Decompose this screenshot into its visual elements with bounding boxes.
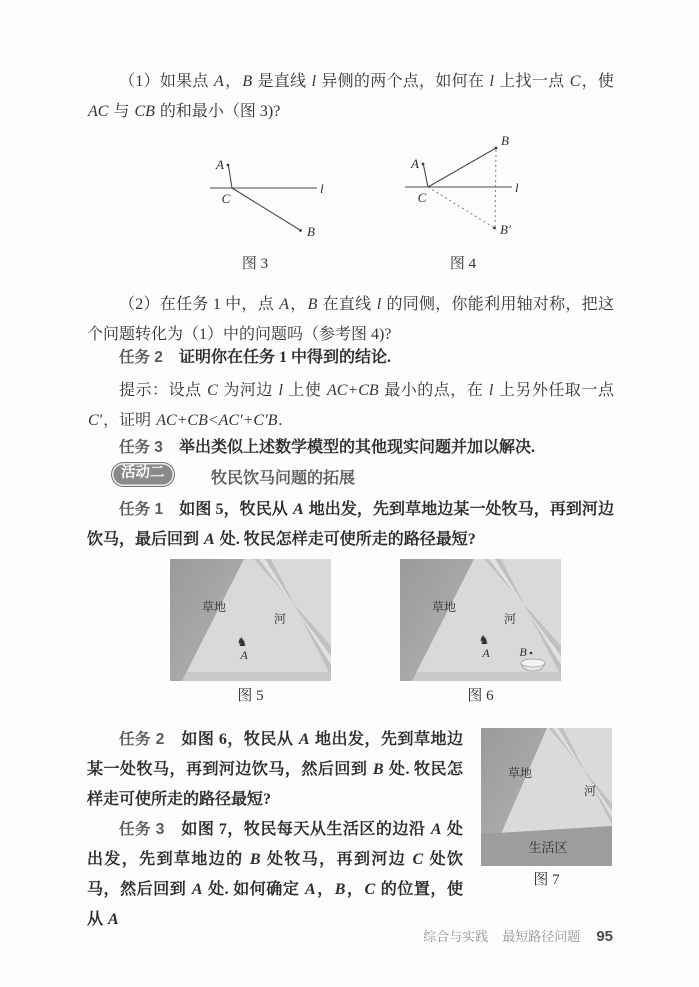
paragraph-act-task1: 任务 1 如图 5，牧民从 A 地出发，先到草地边某一处牧马，再到河边饮马，最后回到 A 处. 牧民怎样走可使所走的路径最短? — [87, 501, 614, 548]
point-c-label: C — [221, 191, 231, 206]
point-a-label: A — [411, 156, 419, 171]
segment-cb — [232, 188, 300, 230]
activity2-badge: 活动二 — [112, 463, 174, 486]
line-l-label: l — [320, 181, 324, 196]
figure-3-caption: 图 3 — [241, 256, 269, 272]
river-label: 河 — [584, 784, 597, 798]
point-b-prime-label: B′ — [500, 222, 511, 237]
grass-label: 草地 — [432, 600, 457, 614]
segment-ac — [424, 165, 429, 187]
grass-label: 草地 — [202, 600, 227, 614]
paragraph-task3: 任务 3 举出类似上述数学模型的其他现实问题并加以解决. — [119, 439, 535, 456]
river-label: 河 — [274, 612, 287, 626]
paragraph-q2: （2）在任务 1 中，点 A，B 在直线 l 的同侧，你能利用轴对称，把这个问题转化为（1）中的问题吗（参考图 4)? — [87, 296, 614, 343]
point-b-label: B — [519, 645, 527, 659]
river-label: 河 — [504, 612, 517, 626]
footer-section: 综合与实践 — [423, 929, 489, 944]
figure-4-caption: 图 4 — [449, 256, 477, 272]
page-footer — [0, 926, 613, 945]
horse-icon: ♞ — [236, 635, 248, 649]
horse-icon: ♞ — [478, 633, 490, 647]
paragraph-task2: 任务 2 证明你在任务 1 中得到的结论. — [119, 349, 391, 366]
figure-3 — [180, 145, 330, 258]
figure-4 — [398, 132, 528, 255]
figure-6-caption: 图 6 — [467, 688, 494, 704]
point-b-dot — [299, 229, 302, 232]
living-area-label: 生活区 — [528, 840, 568, 855]
line-l-label: l — [515, 180, 519, 195]
figure-7 — [481, 728, 612, 871]
footer-title: 最短路径问题 — [502, 929, 581, 944]
figure-4-drawing — [398, 132, 528, 250]
paragraph-act-task2: 任务 2 如图 6，牧民从 A 地出发，先到草地边某一处牧马，再到河边饮马，然后回到 B 处. 牧民怎样走可使所走的路径最短? — [87, 731, 463, 808]
ground-edge — [170, 672, 331, 681]
activity2-heading: 牧民饮马问题的拓展 — [211, 470, 356, 487]
paragraph-hint: 提示：设点 C 为河边 l 上使 AC+CB 最小的点，在 l 上另外任取一点 C′，证明 AC+CB<AC′+C′B. — [88, 382, 614, 429]
point-c-label: C — [417, 190, 427, 205]
grass-label: 草地 — [508, 766, 533, 780]
paragraph-act-task3: 任务 3 如图 7，牧民每天从生活区的边沿 A 处出发，先到草地边的 B 处牧马，再到河边 C 处饮马，然后回到 A 处. 如何确定 A，B，C 的位置，使从 A — [87, 821, 463, 928]
segment-ac — [229, 166, 233, 188]
segment-bb-prime-dotted — [495, 150, 496, 227]
figure-5 — [170, 559, 331, 686]
figure-6-photo — [400, 559, 561, 681]
page-number: 95 — [596, 928, 613, 945]
ground-edge — [400, 672, 561, 681]
point-b-label: B — [307, 224, 315, 239]
point-b-prime-dot — [493, 227, 496, 230]
point-a-label: A — [216, 157, 224, 172]
segment-cb-prime-dotted — [428, 187, 493, 227]
paragraph-q1: （1）如果点 A，B 是直线 l 异侧的两个点，如何在 l 上找一点 C，使 AC 与 CB 的和最小（图 3)? — [88, 73, 614, 120]
figure-3-drawing — [180, 145, 330, 253]
point-a-dot — [422, 163, 425, 166]
figure-6 — [400, 559, 561, 686]
point-a-dot — [227, 164, 230, 167]
point-a-label: A — [482, 646, 490, 660]
segment-cb — [428, 148, 496, 187]
figure-5-caption: 图 5 — [237, 688, 264, 704]
figure-5-photo — [170, 559, 331, 681]
point-b-label: B — [501, 133, 509, 148]
point-b-dot — [530, 652, 533, 655]
point-b-dot — [495, 147, 498, 150]
figure-7-caption: 图 7 — [533, 872, 560, 888]
point-a-label: A — [240, 648, 248, 662]
figure-7-photo — [481, 728, 612, 866]
